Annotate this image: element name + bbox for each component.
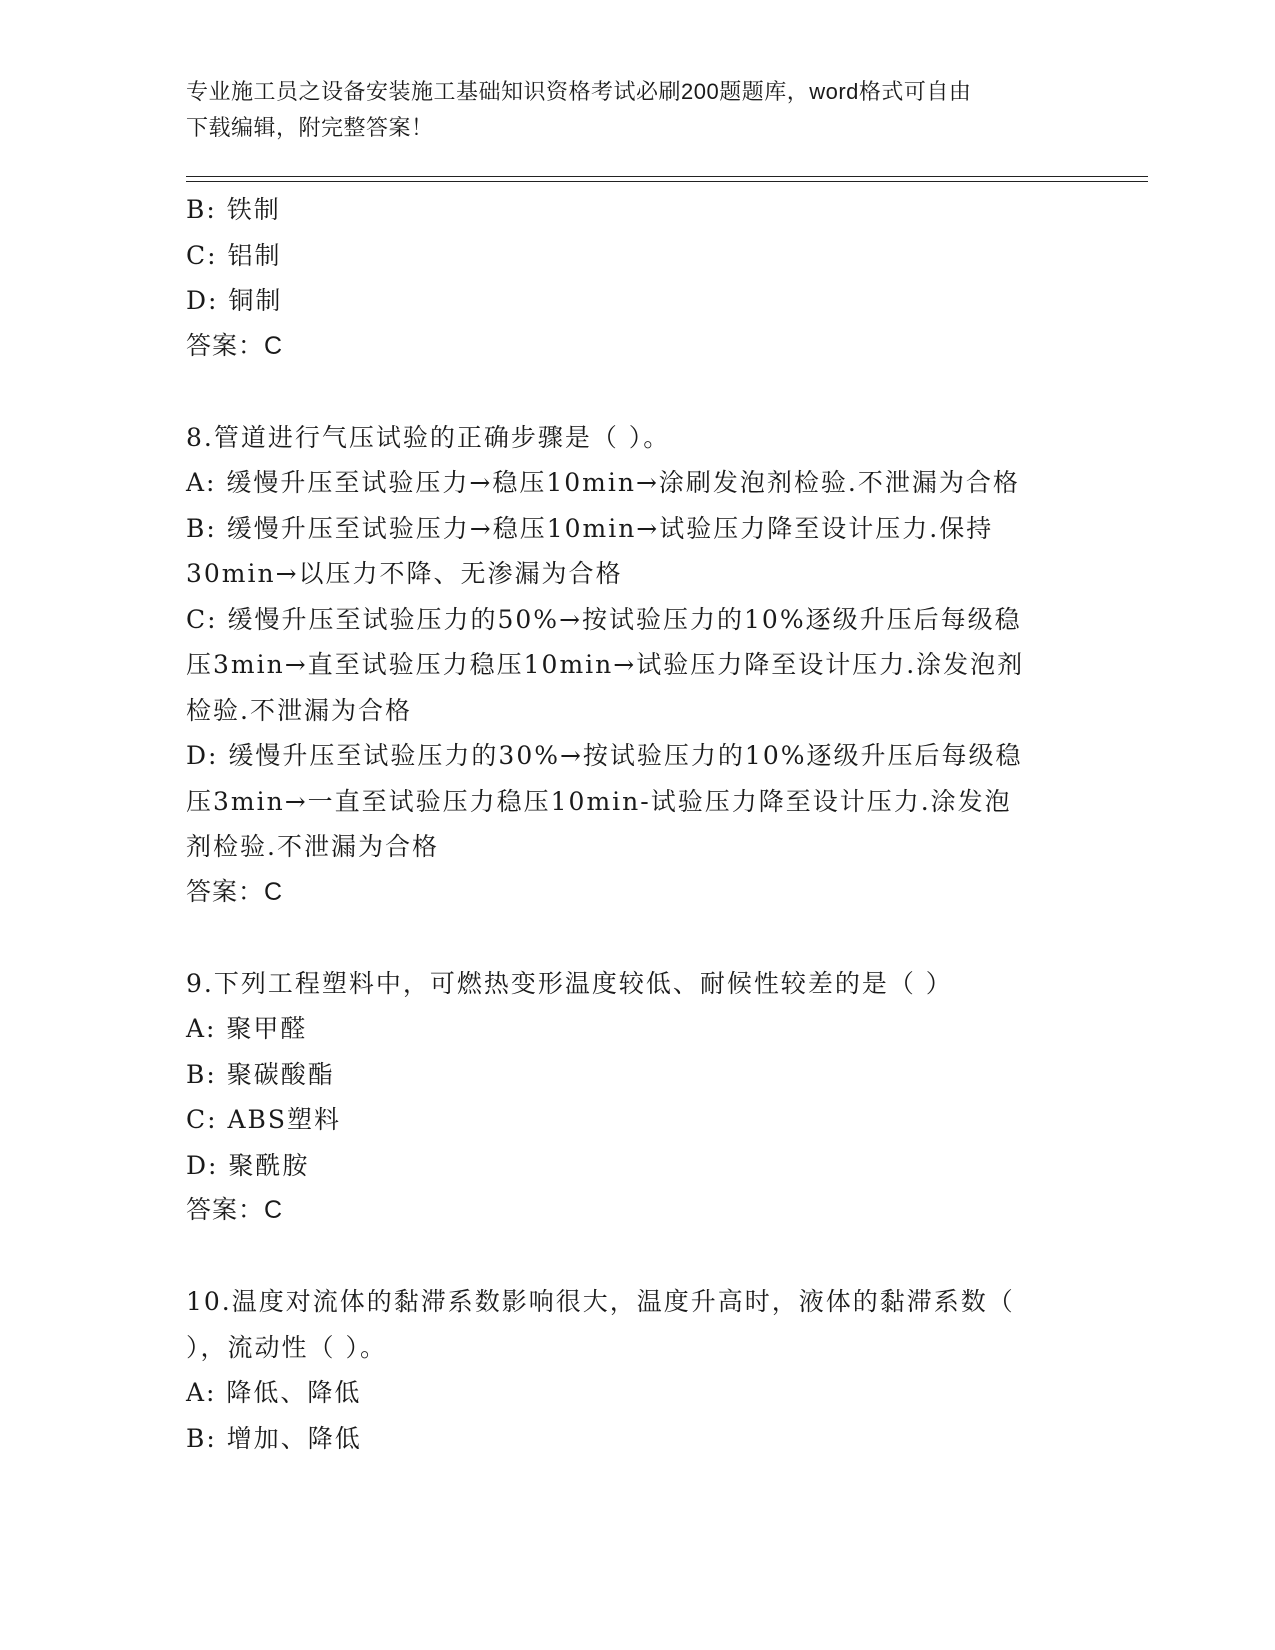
question-block-prev (186, 187, 1148, 369)
option-c: C: ABS塑料 (186, 1105, 342, 1134)
answer-line: 答案：C (186, 331, 284, 360)
answer-line: 答案：C (186, 1196, 284, 1224)
option-d-continued: 压3min→一直至试验压力稳压10min-试验压力降至设计压力.涂发泡 (186, 786, 1012, 816)
header-title-line-1: 专业施工员之设备安装施工基础知识资格考试必刷200题题库，word格式可自由 (186, 79, 972, 104)
option-d-continued: 剂检验.不泄漏为合格 (186, 832, 439, 861)
option-d: D: 聚酰胺 (186, 1150, 310, 1180)
answer-line: 答案：C (186, 877, 284, 906)
header-title-line-2: 下载编辑，附完整答案！ (186, 115, 434, 140)
option-d: D: 铜制 (186, 286, 283, 315)
option-c: C: 铝制 (186, 240, 282, 270)
option-a: A: 降低、降低 (186, 1378, 362, 1407)
option-b: B: 缓慢升压至试验压力→稳压10min→试验压力降至设计压力.保持 (186, 513, 994, 543)
option-a: A: 缓慢升压至试验压力→稳压10min→涂刷发泡剂检验.不泄漏为合格 (186, 468, 1020, 497)
option-a: A: 聚甲醛 (186, 1014, 308, 1043)
option-c-continued: 压3min→直至试验压力稳压10min→试验压力降至设计压力.涂发泡剂 (186, 650, 1025, 679)
option-c: C: 缓慢升压至试验压力的50%→按试验压力的10%逐级升压后每级稳 (186, 604, 1022, 634)
spacer (186, 369, 1148, 415)
spacer (186, 1234, 1148, 1280)
question-content (186, 187, 1148, 1461)
option-b: B: 铁制 (186, 195, 281, 224)
question-stem: 9.下列工程塑料中，可燃热变形温度较低、耐候性较差的是（ ） (186, 968, 953, 998)
question-block-10 (186, 1279, 1148, 1461)
option-b: B: 聚碳酸酯 (186, 1059, 335, 1089)
option-d: D: 缓慢升压至试验压力的30%→按试验压力的10%逐级升压后每级稳 (186, 741, 1023, 770)
question-block-9 (186, 961, 1148, 1234)
question-stem: 10.温度对流体的黏滞系数影响很大，温度升高时，液体的黏滞系数（ (186, 1287, 1015, 1316)
option-c-continued: 检验.不泄漏为合格 (186, 695, 412, 725)
option-b-continued: 30min→以压力不降、无渗漏为合格 (186, 559, 623, 588)
question-block-8 (186, 415, 1148, 916)
spacer (186, 915, 1148, 961)
page-header (186, 74, 1086, 146)
question-stem: 8.管道进行气压试验的正确步骤是（ ）。 (186, 422, 671, 452)
question-stem-continued: ），流动性（ ）。 (186, 1332, 387, 1362)
header-divider (186, 176, 1148, 182)
option-b: B: 增加、降低 (186, 1423, 362, 1453)
